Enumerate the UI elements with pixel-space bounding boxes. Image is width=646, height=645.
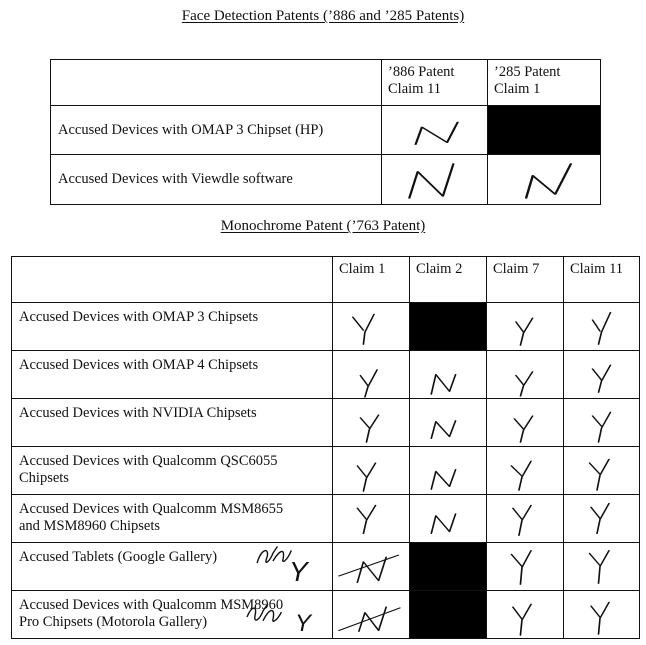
table-header-row <box>51 60 601 106</box>
column-header-claim-2: Claim 2 <box>410 257 487 303</box>
row-label-line: Accused Devices with Qualcomm MSM8655 <box>19 501 284 517</box>
mark-cell-y <box>487 591 564 639</box>
monochrome-title: Monochrome Patent (’763 Patent) <box>220 218 426 234</box>
mark-cell-y <box>564 399 640 447</box>
table-row <box>12 351 640 399</box>
mark-cell-n <box>382 106 488 155</box>
mark-cell-n <box>410 495 487 543</box>
table-row <box>12 303 640 351</box>
mark-cell-y <box>564 543 640 591</box>
row-label-line: Chipsets <box>19 470 69 486</box>
table-row <box>12 591 640 639</box>
row-label <box>12 591 333 639</box>
face-detection-title: Face Detection Patents (’886 and ’285 Patents) <box>181 8 465 24</box>
column-header-line: Claim 1 <box>494 81 541 97</box>
row-label-line: Pro Chipsets (Motorola Gallery) <box>19 614 208 630</box>
mark-cell-n <box>410 399 487 447</box>
mark-cell-n-struck <box>333 543 410 591</box>
mark-cell-y <box>564 591 640 639</box>
margin-note-y: Y <box>295 610 312 637</box>
row-label <box>12 543 333 591</box>
column-header-claim-1: Claim 1 <box>333 257 410 303</box>
mark-cell-y <box>564 303 640 351</box>
header-empty-cell <box>51 60 382 106</box>
mark-cell-y <box>564 351 640 399</box>
mark-cell-y <box>487 399 564 447</box>
blacked-out-cell <box>410 303 487 351</box>
mark-cell-y <box>564 447 640 495</box>
column-header-claim-7: Claim 7 <box>487 257 564 303</box>
column-header-claim-11: Claim 11 <box>564 257 640 303</box>
row-label-line: Accused Tablets (Google Gallery) <box>19 549 218 565</box>
column-header-line: ’886 Patent <box>388 64 455 80</box>
row-label-line: Accused Devices with Qualcomm QSC6055 <box>19 453 278 469</box>
mark-cell-n <box>488 155 601 205</box>
mark-cell-y <box>333 399 410 447</box>
row-label <box>12 447 333 495</box>
header-empty-cell <box>12 257 333 303</box>
mark-cell-y <box>333 447 410 495</box>
table-row <box>51 106 601 155</box>
mark-cell-n <box>410 351 487 399</box>
row-label: Accused Devices with OMAP 3 Chipset (HP) <box>51 106 382 155</box>
blacked-out-cell <box>410 543 487 591</box>
row-label <box>12 351 333 399</box>
table-row <box>12 399 640 447</box>
column-header-line: ’285 Patent <box>494 64 561 80</box>
mark-cell-y <box>487 495 564 543</box>
row-label <box>12 495 333 543</box>
table-row <box>12 543 640 591</box>
margin-note-y: Y <box>289 556 308 587</box>
mark-cell-y <box>333 495 410 543</box>
mark-cell-n <box>382 155 488 205</box>
table-header-row <box>12 257 640 303</box>
table-row <box>12 447 640 495</box>
row-label-line: Accused Devices with OMAP 3 Chipsets <box>19 309 259 325</box>
face-detection-table <box>50 59 601 205</box>
mark-cell-n <box>410 447 487 495</box>
mark-cell-y <box>487 303 564 351</box>
column-header-886-claim-11 <box>382 60 488 106</box>
row-label-line: Accused Devices with Qualcomm MSM8960 <box>19 597 284 613</box>
mark-cell-y <box>487 543 564 591</box>
mark-cell-y <box>487 351 564 399</box>
row-label <box>12 399 333 447</box>
row-label-line: Accused Devices with NVIDIA Chipsets <box>19 405 257 421</box>
mark-cell-n-struck <box>333 591 410 639</box>
mark-cell-y <box>564 495 640 543</box>
monochrome-table <box>11 256 640 639</box>
row-label: Accused Devices with Viewdle software <box>51 155 382 205</box>
table-row <box>12 495 640 543</box>
column-header-line: Claim 11 <box>388 81 442 97</box>
table-row <box>51 155 601 205</box>
blacked-out-cell <box>410 591 487 639</box>
mark-cell-y <box>333 303 410 351</box>
mark-cell-y <box>333 351 410 399</box>
mark-cell-y <box>487 447 564 495</box>
column-header-285-claim-1 <box>488 60 601 106</box>
row-label <box>12 303 333 351</box>
row-label-line: and MSM8960 Chipsets <box>19 518 160 534</box>
row-label-line: Accused Devices with OMAP 4 Chipsets <box>19 357 259 373</box>
blacked-out-cell <box>488 106 601 155</box>
